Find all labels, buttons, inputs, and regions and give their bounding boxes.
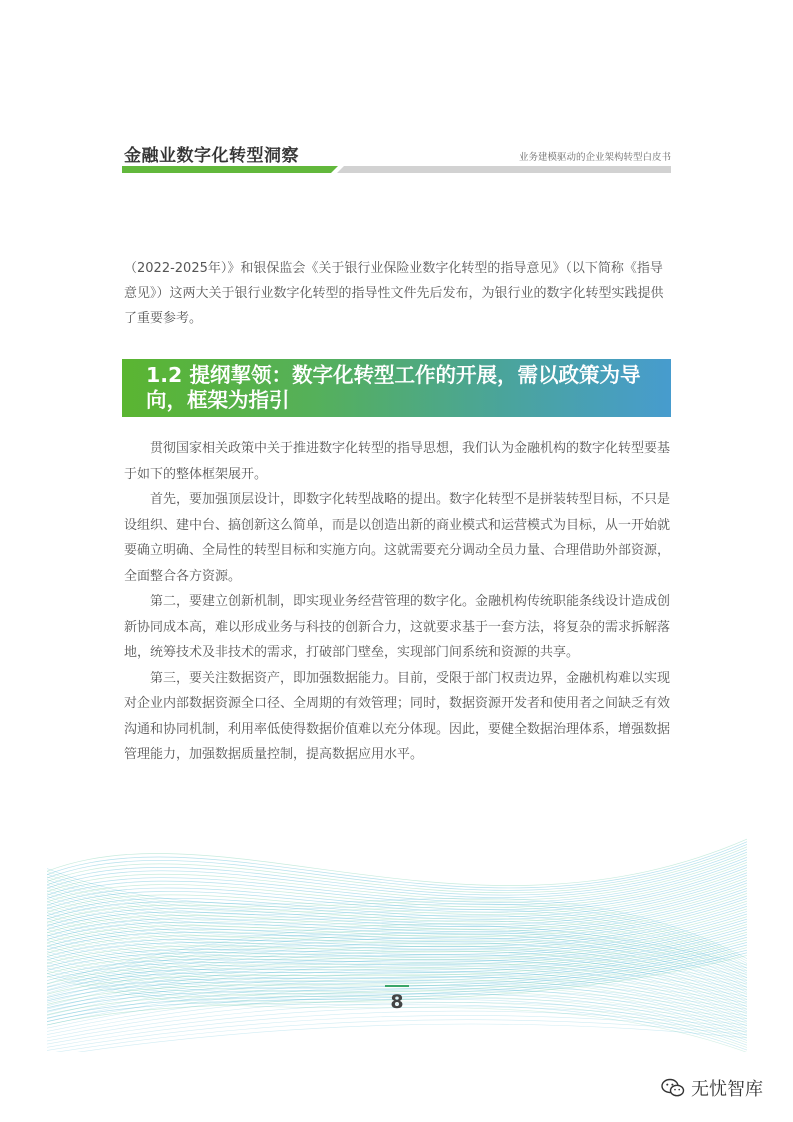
- watermark: [661, 1075, 763, 1101]
- intro-paragraph: （2022-2025年）》和银保监会《关于银行业保险业数字化转型的指导意见》（以下简称《指导意见》）这两大关于银行业数字化转型的指导性文件先后发布，为银行业的数字化转型实践提供了重要参考。: [124, 261, 664, 326]
- wechat-icon: [661, 1078, 685, 1098]
- section-banner: [122, 359, 671, 417]
- body-paragraph: 贯彻国家相关政策中关于推进数字化转型的指导思想，我们认为金融机构的数字化转型要基于如下的整体框架展开。: [124, 441, 671, 482]
- page-number-block: [377, 985, 417, 1013]
- header-title: 金融业数字化转型洞察: [124, 146, 299, 166]
- header-subtitle: 业务建模驱动的企业架构转型白皮书: [518, 152, 671, 163]
- header-divider-bar: [122, 166, 671, 173]
- body-paragraph: 第二，要建立创新机制，即实现业务经营管理的数字化。金融机构传统职能条线设计造成创新协同成本高，难以形成业务与科技的创新合力，这就要求基于一套方法，将复杂的需求拆解落地，统筹技术及非技术的需求，打破部门壁垒，实现部门间系统和资源的共享。: [124, 594, 671, 660]
- decorative-wave-art: [47, 820, 747, 1052]
- section-heading: 1.2 提纲挈领：数字化转型工作的开展，需以政策为导向，框架为指引: [146, 363, 641, 412]
- watermark-text: 无忧智库: [691, 1079, 763, 1100]
- body-paragraph: 首先，要加强顶层设计，即数字化转型战略的提出。数字化转型不是拼装转型目标，不只是设组织、建中台、搞创新这么简单，而是以创造出新的商业模式和运营模式为目标，从一开始就要确立明确、全局性的转型目标和实施方向。这就需要充分调动全员力量、合理借助外部资源，全面整合各方资源。: [124, 492, 671, 584]
- page-number-accent-line: [385, 985, 409, 987]
- page-number: 8: [390, 991, 404, 1013]
- body-paragraph: 第三，要关注数据资产，即加强数据能力。目前，受限于部门权责边界，金融机构难以实现对企业内部数据资源全口径、全周期的有效管理；同时，数据资源开发者和使用者之间缺乏有效沟通和协同机制，利用率低使得数据价值难以充分体现。因此，要健全数据治理体系，增强数据管理能力，加强数据质量控制，提高数据应用水平。: [124, 670, 671, 762]
- body-content: [124, 436, 672, 768]
